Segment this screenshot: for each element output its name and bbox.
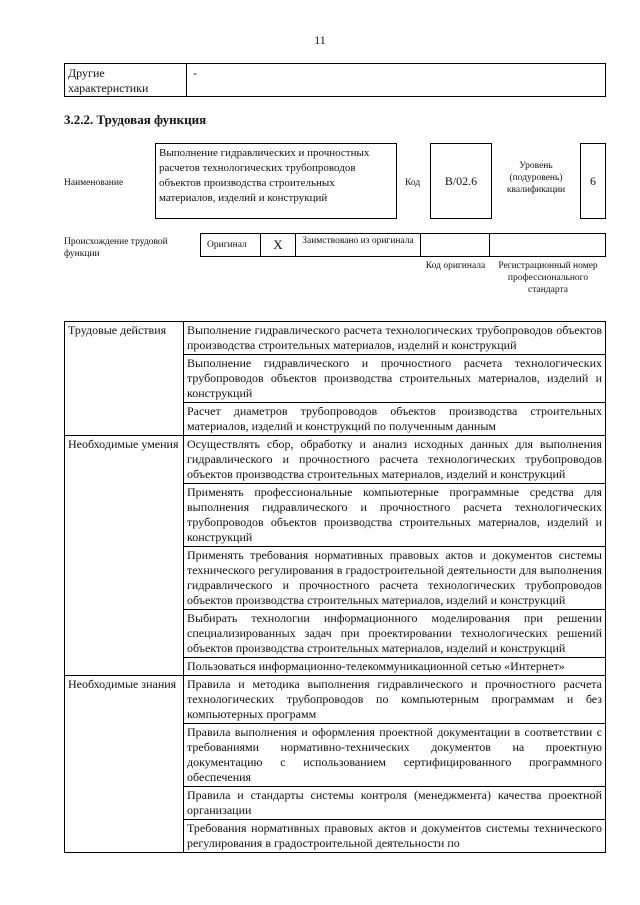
section-title: 3.2.2. Трудовая функция (64, 112, 207, 127)
table-cell: Правила выполнения и оформления проектной документации в соответствии с требованиями нормативно-технических документов на проектную документацию с использованием сертифицированного программного обеспечения (184, 724, 606, 787)
table-row (65, 436, 606, 484)
code-label: Код (405, 178, 421, 188)
registration-number-cell (490, 234, 605, 256)
table-cell: Применять профессиональные компьютерные программные средства для выполнения гидравлического и прочностного расчета технологических трубопроводов объектов производства строительных материалов, изделий и конструкций (184, 484, 606, 547)
section-header-required-skills: Необходимые умения (65, 436, 184, 676)
table-cell: Требования нормативных правовых актов и документов системы технического регулирования в градостроительной деятельности по (184, 820, 606, 853)
original-label: Оригинал (201, 234, 261, 256)
original-mark: X (261, 234, 296, 256)
original-code-caption: Код оригинала (425, 261, 486, 271)
table-cell: Применять требования нормативных правовых актов и документов системы технического регулирования в градостроительной деятельности для выполнения гидравлического и прочностного расчета технологических трубопроводов объектов производства строительных материалов, изделий и конструкций (184, 547, 606, 610)
table-cell: Осуществлять сбор, обработку и анализ исходных данных для выполнения гидравлического и прочностного расчета технологических трубопроводов объектов производства строительных материалов, изделий и конструкций (184, 436, 606, 484)
level-value: 6 (580, 143, 606, 219)
table-cell: Правила и стандарты системы контроля (менеджмента) качества проектной организации (184, 787, 606, 820)
section-header-required-knowledge: Необходимые знания (65, 676, 184, 853)
name-value: Выполнение гидравлических и прочностных расчетов технологических трубопроводов объектов производства строительных материалов, изделий и конструкций (155, 143, 397, 219)
name-label: Наименование (64, 178, 124, 188)
level-label: Уровень (подуровень) квалификации (506, 161, 566, 195)
origin-row (200, 233, 606, 257)
table-cell: Правила и методика выполнения гидравлического и прочностного расчета технологических трубопроводов по компьютерным программам и без компьютерных программ (184, 676, 606, 724)
table-cell: Выполнение гидравлического расчета технологических трубопроводов объектов производства строительных материалов, изделий и конструкций (184, 322, 606, 355)
borrowed-label: Заимствовано из оригинала (296, 234, 421, 256)
table-cell: Выполнение гидравлического и прочностного расчета технологических трубопроводов объектов производства строительных материалов, изделий и конструкций (184, 355, 606, 403)
other-characteristics-value: - (193, 66, 197, 80)
origin-label: Происхождение трудовой функции (64, 237, 168, 259)
other-characteristics-label: Другие характеристики (65, 64, 187, 96)
table-cell: Выбирать технологии информационного моделирования при решении специализированных задач при проектировании технологических решений объектов производства строительных материалов, изделий и конструкций (184, 610, 606, 658)
registration-number-caption: Регистрационный номер профессионального стандарта (498, 261, 598, 295)
table-cell: Расчет диаметров трубопроводов объектов производства строительных материалов, изделий и конструкций по полученным данным (184, 403, 606, 436)
table-row (65, 676, 606, 724)
original-code-cell (421, 234, 490, 256)
page-number: 11 (314, 33, 326, 47)
section-header-labor-actions: Трудовые действия (65, 322, 184, 436)
function-details-table (64, 321, 606, 853)
table-cell: Пользоваться информационно-телекоммуникационной сетью «Интернет» (184, 658, 606, 676)
code-value: B/02.6 (430, 143, 492, 219)
table-row (65, 322, 606, 355)
other-characteristics-table (64, 63, 606, 97)
